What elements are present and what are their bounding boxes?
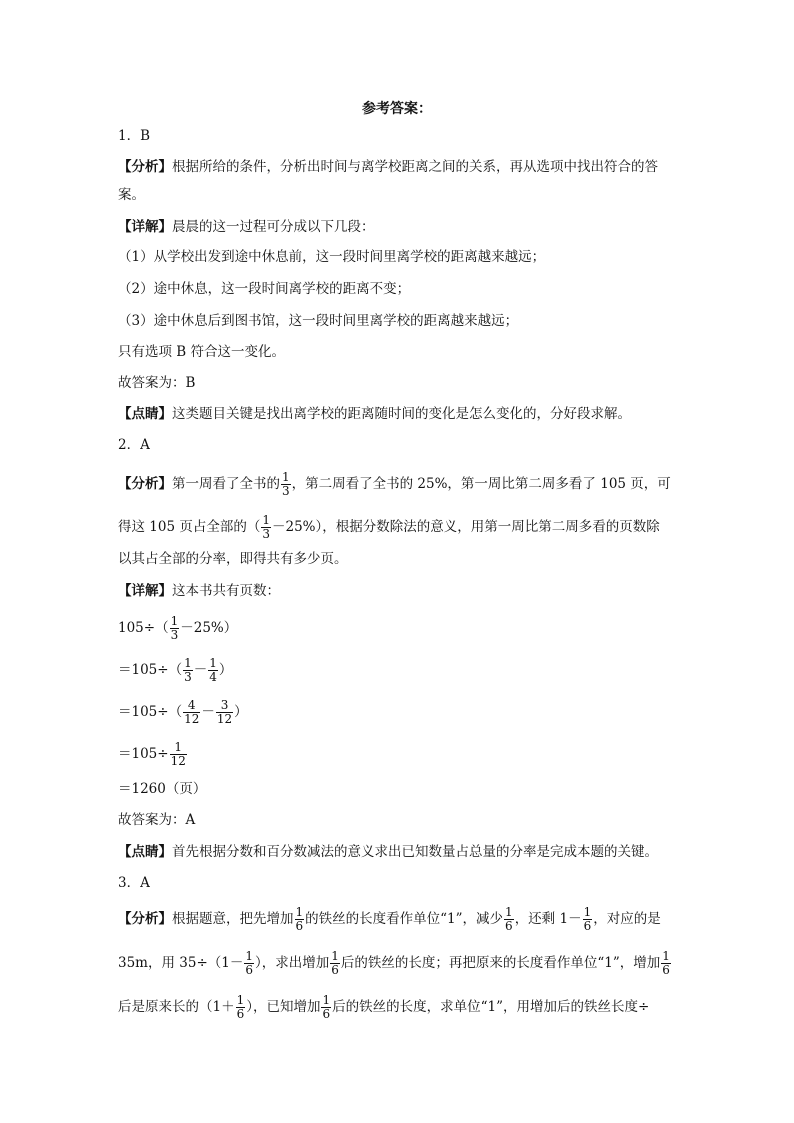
calc-text: －	[193, 662, 208, 678]
denominator: 12	[170, 754, 186, 768]
fraction-one-sixth	[321, 994, 331, 1021]
fraction-one-fourth	[208, 657, 218, 684]
denominator: 4	[209, 670, 217, 684]
q2-calc-4	[118, 741, 734, 768]
fraction-one-sixth	[295, 906, 305, 933]
q1-detail-line	[118, 216, 734, 238]
denominator: 6	[331, 963, 339, 977]
fraction-one-sixth	[330, 950, 340, 977]
fraction-one-third	[183, 657, 193, 684]
q3-number: 3．A	[118, 875, 150, 891]
fraction-one-third	[281, 471, 291, 498]
q2-detail-line	[118, 580, 734, 602]
denominator: 6	[505, 919, 513, 933]
denominator: 12	[216, 712, 233, 726]
denominator: 12	[184, 712, 200, 726]
q3-analysis-line	[118, 906, 734, 933]
numerator: 4	[183, 699, 200, 713]
denominator: 6	[662, 963, 670, 977]
q2-calc-3	[118, 699, 734, 726]
q3-text: 后的铁丝的长度，求单位“1”，用增加后的铁丝长度÷	[332, 999, 650, 1015]
numerator: 1	[170, 741, 187, 755]
calc-text: ＝105÷	[118, 746, 169, 762]
calc-text: ）	[234, 704, 248, 720]
calc-text: ＝105÷（	[118, 662, 183, 678]
q2-calc-2	[118, 657, 734, 684]
q2-number: 2．A	[118, 437, 150, 453]
page-title: 参考答案：	[362, 101, 432, 117]
numerator: 1	[262, 513, 270, 527]
q3-text: ），求出增加	[255, 955, 330, 971]
q1-answer: 故答案为：B	[118, 375, 196, 391]
detail-tag: 【详解】	[118, 219, 172, 235]
q3-text: ，还剩 1－	[514, 911, 582, 927]
q3-text: ），已知增加	[246, 999, 321, 1015]
denominator: 3	[282, 484, 290, 498]
q3-text: ，对应的是	[593, 911, 661, 927]
q1-analysis-line-2: 案。	[118, 187, 145, 203]
denominator: 6	[245, 963, 253, 977]
denominator: 6	[322, 1007, 331, 1021]
fraction-one-sixth	[236, 994, 246, 1021]
numerator: 1	[295, 905, 304, 919]
denominator: 6	[236, 1007, 245, 1021]
numerator: 1	[236, 993, 245, 1007]
q2-detail-text: 这本书共有页数：	[172, 583, 280, 599]
numerator: 1	[331, 949, 339, 963]
numerator: 1	[322, 993, 331, 1007]
denominator: 6	[295, 919, 304, 933]
q3-text: 后的铁丝的长度；再把原来的长度看作单位“1”，增加	[340, 955, 661, 971]
comment-tag: 【点睛】	[118, 406, 172, 422]
q2-analysis-text-1: 第一周看了全书的	[172, 476, 280, 492]
fraction-one-third	[170, 615, 180, 642]
fraction-one-third	[261, 514, 271, 541]
denominator: 3	[262, 527, 270, 541]
numerator: 1	[245, 949, 253, 963]
fraction-three-twelfths	[216, 699, 233, 726]
fraction-one-sixth	[661, 950, 671, 977]
calc-text: －	[201, 704, 215, 720]
q1-number: 1．B	[118, 128, 151, 144]
q1-analysis-line	[118, 156, 734, 178]
detail-tag: 【详解】	[118, 583, 172, 599]
q2-comment-text: 首先根据分数和百分数减法的意义求出已知数量占总量的分率是完成本题的关键。	[172, 844, 658, 860]
q1-step-2: （2）途中休息，这一段时间离学校的距离不变；	[118, 281, 411, 297]
q3-text: 35m，用 35÷（1－	[118, 955, 244, 971]
q1-conclusion: 只有选项 B 符合这一变化。	[118, 344, 286, 360]
fraction-one-twelfth	[170, 741, 187, 768]
q2-analysis-text-3: 得这 105 页占全部的（	[118, 519, 261, 535]
q3-analysis-line-3	[118, 994, 734, 1021]
q1-step-1: （1）从学校出发到途中休息前，这一段时间里离学校的距离越来越远；	[118, 249, 546, 265]
q3-text: 的铁丝的长度看作单位“1”，减少	[305, 911, 504, 927]
q3-analysis-line-2	[118, 950, 734, 977]
fraction-one-sixth	[583, 906, 593, 933]
q2-analysis-line-2	[118, 514, 734, 541]
q2-analysis-text-2: ，第二周看了全书的 25%，第一周比第二周多看了 105 页，可	[291, 476, 671, 492]
numerator: 1	[282, 470, 290, 484]
fraction-one-sixth	[504, 906, 514, 933]
q1-step-3: （3）途中休息后到图书馆，这一段时间里离学校的距离越来越远；	[118, 313, 519, 329]
q2-answer: 故答案为：A	[118, 812, 196, 828]
q1-comment-text: 这类题目关键是找出离学校的距离随时间的变化是怎么变化的，分好段求解。	[172, 406, 631, 422]
denominator: 6	[583, 919, 592, 933]
analysis-tag: 【分析】	[118, 476, 172, 492]
numerator: 1	[184, 656, 192, 670]
calc-text: ＝105÷（	[118, 704, 183, 720]
numerator: 1	[209, 656, 217, 670]
numerator: 1	[505, 905, 513, 919]
q2-analysis-line	[118, 471, 734, 498]
fraction-one-sixth	[244, 950, 254, 977]
q1-analysis-text: 根据所给的条件，分析出时间与离学校距离之间的关系，再从选项中找出符合的答	[172, 159, 658, 175]
q3-text: 根据题意，把先增加	[172, 911, 294, 927]
fraction-four-twelfths	[183, 699, 200, 726]
q2-analysis-line-3: 以其占全部的分率，即得共有多少页。	[118, 551, 348, 567]
q1-detail-text: 晨晨的这一过程可分成以下几段：	[172, 219, 375, 235]
analysis-tag: 【分析】	[118, 911, 172, 927]
numerator: 1	[583, 905, 592, 919]
numerator: 3	[216, 699, 233, 713]
q2-calc-1	[118, 615, 734, 642]
q3-text: 后是原来长的（1＋	[118, 999, 235, 1015]
denominator: 3	[184, 670, 192, 684]
q2-calc-5: ＝1260（页）	[118, 781, 207, 797]
calc-text: 105÷（	[118, 620, 169, 636]
denominator: 3	[170, 628, 179, 642]
calc-text: ）	[218, 662, 233, 678]
comment-tag: 【点睛】	[118, 844, 172, 860]
q1-comment-line	[118, 403, 734, 425]
numerator: 1	[170, 614, 179, 628]
analysis-tag: 【分析】	[118, 159, 172, 175]
q2-comment-line	[118, 841, 734, 863]
calc-text: －25%）	[180, 620, 238, 636]
numerator: 1	[662, 949, 670, 963]
q2-analysis-text-4: －25%），根据分数除法的意义，用第一周比第二周多看的页数除	[272, 519, 660, 535]
